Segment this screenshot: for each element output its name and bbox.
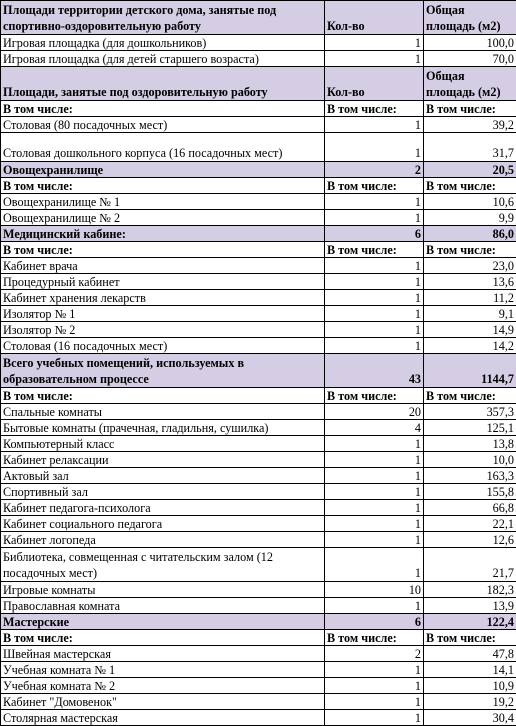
- room-name-cell: В том числе:: [1, 178, 325, 194]
- room-name-cell: Овощехранилище № 2: [1, 210, 325, 226]
- area-cell: 23,0: [424, 258, 516, 274]
- table-row: [1, 338, 516, 354]
- section-header-row: [1, 354, 516, 388]
- room-name-cell: Кабинет педагога-психолога: [1, 500, 325, 516]
- table-row: [1, 582, 516, 598]
- area-cell: В том числе:: [424, 388, 516, 404]
- table-row: [1, 662, 516, 678]
- area-cell: 182,3: [424, 582, 516, 598]
- section-header-row: [1, 1, 516, 35]
- subheader-row: [1, 630, 516, 646]
- room-name-cell: Столовая (80 посадочных мест): [1, 117, 325, 133]
- subheader-row: [1, 101, 516, 117]
- area-cell: Общая площадь (м2): [424, 67, 516, 101]
- room-name-cell: Изолятор № 1: [1, 306, 325, 322]
- quantity-cell: 1: [325, 500, 424, 516]
- room-name-cell: Процедурный кабинет: [1, 274, 325, 290]
- quantity-cell: В том числе:: [325, 101, 424, 117]
- quantity-cell: 10: [325, 582, 424, 598]
- room-name-cell: Спальные комнаты: [1, 404, 325, 420]
- room-name-cell: Овощехранилище № 1: [1, 194, 325, 210]
- table-row: [1, 484, 516, 500]
- room-name-cell: В том числе:: [1, 242, 325, 258]
- quantity-cell: 1: [325, 484, 424, 500]
- area-cell: 12,6: [424, 532, 516, 548]
- area-cell: 11,2: [424, 290, 516, 306]
- room-name-cell: Спортивный зал: [1, 484, 325, 500]
- room-name-cell: Игровые комнаты: [1, 582, 325, 598]
- table-row: [1, 532, 516, 548]
- quantity-cell: 1: [325, 598, 424, 614]
- quantity-cell: 1: [325, 133, 424, 162]
- area-cell: 1144,7: [424, 354, 516, 388]
- subheader-row: [1, 178, 516, 194]
- area-cell: 13,8: [424, 436, 516, 452]
- area-cell: 31,7: [424, 133, 516, 162]
- table-row: [1, 500, 516, 516]
- room-name-cell: Площади, занятые под оздоровительную работу: [1, 67, 325, 101]
- quantity-cell: 1: [325, 532, 424, 548]
- room-name-cell: В том числе:: [1, 630, 325, 646]
- area-cell: 14,9: [424, 322, 516, 338]
- area-cell: 22,1: [424, 516, 516, 532]
- area-cell: 20,5: [424, 162, 516, 178]
- area-cell: 19,2: [424, 694, 516, 710]
- room-name-cell: Православная комната: [1, 598, 325, 614]
- room-name-cell: Актовый зал: [1, 468, 325, 484]
- quantity-cell: В том числе:: [325, 388, 424, 404]
- table-row: [1, 274, 516, 290]
- quantity-cell: Кол-во: [325, 67, 424, 101]
- subheader-row: [1, 388, 516, 404]
- room-name-cell: Игровая площадка (для детей старшего возраста): [1, 51, 325, 67]
- area-cell: 13,6: [424, 274, 516, 290]
- rooms-table-body: [1, 1, 516, 726]
- area-cell: 10,9: [424, 678, 516, 694]
- table-row: [1, 322, 516, 338]
- room-name-cell: Столярная мастерская: [1, 710, 325, 726]
- room-name-cell: Мастерские: [1, 614, 325, 630]
- room-name-cell: Столовая (16 посадочных мест): [1, 338, 325, 354]
- quantity-cell: 1: [325, 51, 424, 67]
- quantity-cell: В том числе:: [325, 178, 424, 194]
- area-cell: 155,8: [424, 484, 516, 500]
- quantity-cell: 2: [325, 162, 424, 178]
- table-row: [1, 35, 516, 51]
- room-name-cell: Учебная комната № 1: [1, 662, 325, 678]
- room-name-cell: Библиотека, совмещенная с читательским залом (12 посадочных мест): [1, 548, 325, 582]
- room-name-cell: Медицинский кабине:: [1, 226, 325, 242]
- table-row: [1, 117, 516, 133]
- area-cell: 163,3: [424, 468, 516, 484]
- room-name-cell: Игровая площадка (для дошкольников): [1, 35, 325, 51]
- table-row: [1, 678, 516, 694]
- table-row: [1, 646, 516, 662]
- room-name-cell: Кабинет релаксации: [1, 452, 325, 468]
- room-name-cell: Компьютерный класс: [1, 436, 325, 452]
- section-header-row: [1, 226, 516, 242]
- quantity-cell: 1: [325, 274, 424, 290]
- quantity-cell: В том числе:: [325, 630, 424, 646]
- quantity-cell: 2: [325, 646, 424, 662]
- area-cell: 70,0: [424, 51, 516, 67]
- quantity-cell: 1: [325, 516, 424, 532]
- area-cell: 21,7: [424, 548, 516, 582]
- room-name-cell: В том числе:: [1, 101, 325, 117]
- quantity-cell: 6: [325, 614, 424, 630]
- table-row: [1, 306, 516, 322]
- room-name-cell: Столовая дошкольного корпуса (16 посадочных мест): [1, 133, 325, 162]
- table-row: [1, 420, 516, 436]
- area-cell: В том числе:: [424, 101, 516, 117]
- quantity-cell: 1: [325, 662, 424, 678]
- quantity-cell: 1: [325, 548, 424, 582]
- area-cell: 66,8: [424, 500, 516, 516]
- quantity-cell: 1: [325, 290, 424, 306]
- room-name-cell: Изолятор № 2: [1, 322, 325, 338]
- room-name-cell: Кабинет логопеда: [1, 532, 325, 548]
- room-name-cell: Бытовые комнаты (прачечная, гладильня, сушилка): [1, 420, 325, 436]
- area-cell: 39,2: [424, 117, 516, 133]
- section-header-row: [1, 67, 516, 101]
- room-name-cell: В том числе:: [1, 388, 325, 404]
- quantity-cell: 1: [325, 468, 424, 484]
- quantity-cell: 1: [325, 710, 424, 726]
- section-header-row: [1, 614, 516, 630]
- table-row: [1, 133, 516, 162]
- area-cell: 357,3: [424, 404, 516, 420]
- subheader-row: [1, 242, 516, 258]
- table-row: [1, 210, 516, 226]
- area-cell: 122,4: [424, 614, 516, 630]
- quantity-cell: 1: [325, 436, 424, 452]
- room-name-cell: Кабинет социального педагога: [1, 516, 325, 532]
- table-row: [1, 548, 516, 582]
- quantity-cell: 1: [325, 306, 424, 322]
- table-row: [1, 516, 516, 532]
- table-row: [1, 468, 516, 484]
- table-row: [1, 436, 516, 452]
- room-name-cell: Кабинет "Домовенок": [1, 694, 325, 710]
- quantity-cell: 1: [325, 35, 424, 51]
- area-cell: 86,0: [424, 226, 516, 242]
- table-row: [1, 258, 516, 274]
- room-name-cell: Овощехранилище: [1, 162, 325, 178]
- table-row: [1, 290, 516, 306]
- quantity-cell: 1: [325, 694, 424, 710]
- quantity-cell: 43: [325, 354, 424, 388]
- room-name-cell: Учебная комната № 2: [1, 678, 325, 694]
- room-name-cell: Швейная мастерская: [1, 646, 325, 662]
- area-cell: В том числе:: [424, 242, 516, 258]
- room-name-cell: Кабинет врача: [1, 258, 325, 274]
- area-cell: 9,9: [424, 210, 516, 226]
- area-cell: Общая площадь (м2): [424, 1, 516, 35]
- area-cell: 100,0: [424, 35, 516, 51]
- table-row: [1, 194, 516, 210]
- quantity-cell: Кол-во: [325, 1, 424, 35]
- quantity-cell: 1: [325, 452, 424, 468]
- quantity-cell: В том числе:: [325, 242, 424, 258]
- area-cell: 47,8: [424, 646, 516, 662]
- quantity-cell: 1: [325, 322, 424, 338]
- quantity-cell: 20: [325, 404, 424, 420]
- quantity-cell: 1: [325, 258, 424, 274]
- table-row: [1, 710, 516, 726]
- quantity-cell: 1: [325, 194, 424, 210]
- area-cell: 14,2: [424, 338, 516, 354]
- area-cell: 10,6: [424, 194, 516, 210]
- area-cell: 13,9: [424, 598, 516, 614]
- area-cell: 30,4: [424, 710, 516, 726]
- area-cell: 14,1: [424, 662, 516, 678]
- area-cell: 125,1: [424, 420, 516, 436]
- area-cell: В том числе:: [424, 178, 516, 194]
- room-name-cell: Площади территории детского дома, занятые под спортивно-оздоровительную работу: [1, 1, 325, 35]
- quantity-cell: 6: [325, 226, 424, 242]
- table-row: [1, 452, 516, 468]
- table-row: [1, 694, 516, 710]
- quantity-cell: 4: [325, 420, 424, 436]
- quantity-cell: 1: [325, 117, 424, 133]
- area-cell: В том числе:: [424, 630, 516, 646]
- table-row: [1, 51, 516, 67]
- table-row: [1, 404, 516, 420]
- area-cell: 9,1: [424, 306, 516, 322]
- quantity-cell: 1: [325, 338, 424, 354]
- area-cell: 10,0: [424, 452, 516, 468]
- quantity-cell: 1: [325, 678, 424, 694]
- room-name-cell: Кабинет хранения лекарств: [1, 290, 325, 306]
- room-name-cell: Всего учебных помещений, используемых в образовательном процессе: [1, 354, 325, 388]
- section-header-row: [1, 162, 516, 178]
- table-row: [1, 598, 516, 614]
- quantity-cell: 1: [325, 210, 424, 226]
